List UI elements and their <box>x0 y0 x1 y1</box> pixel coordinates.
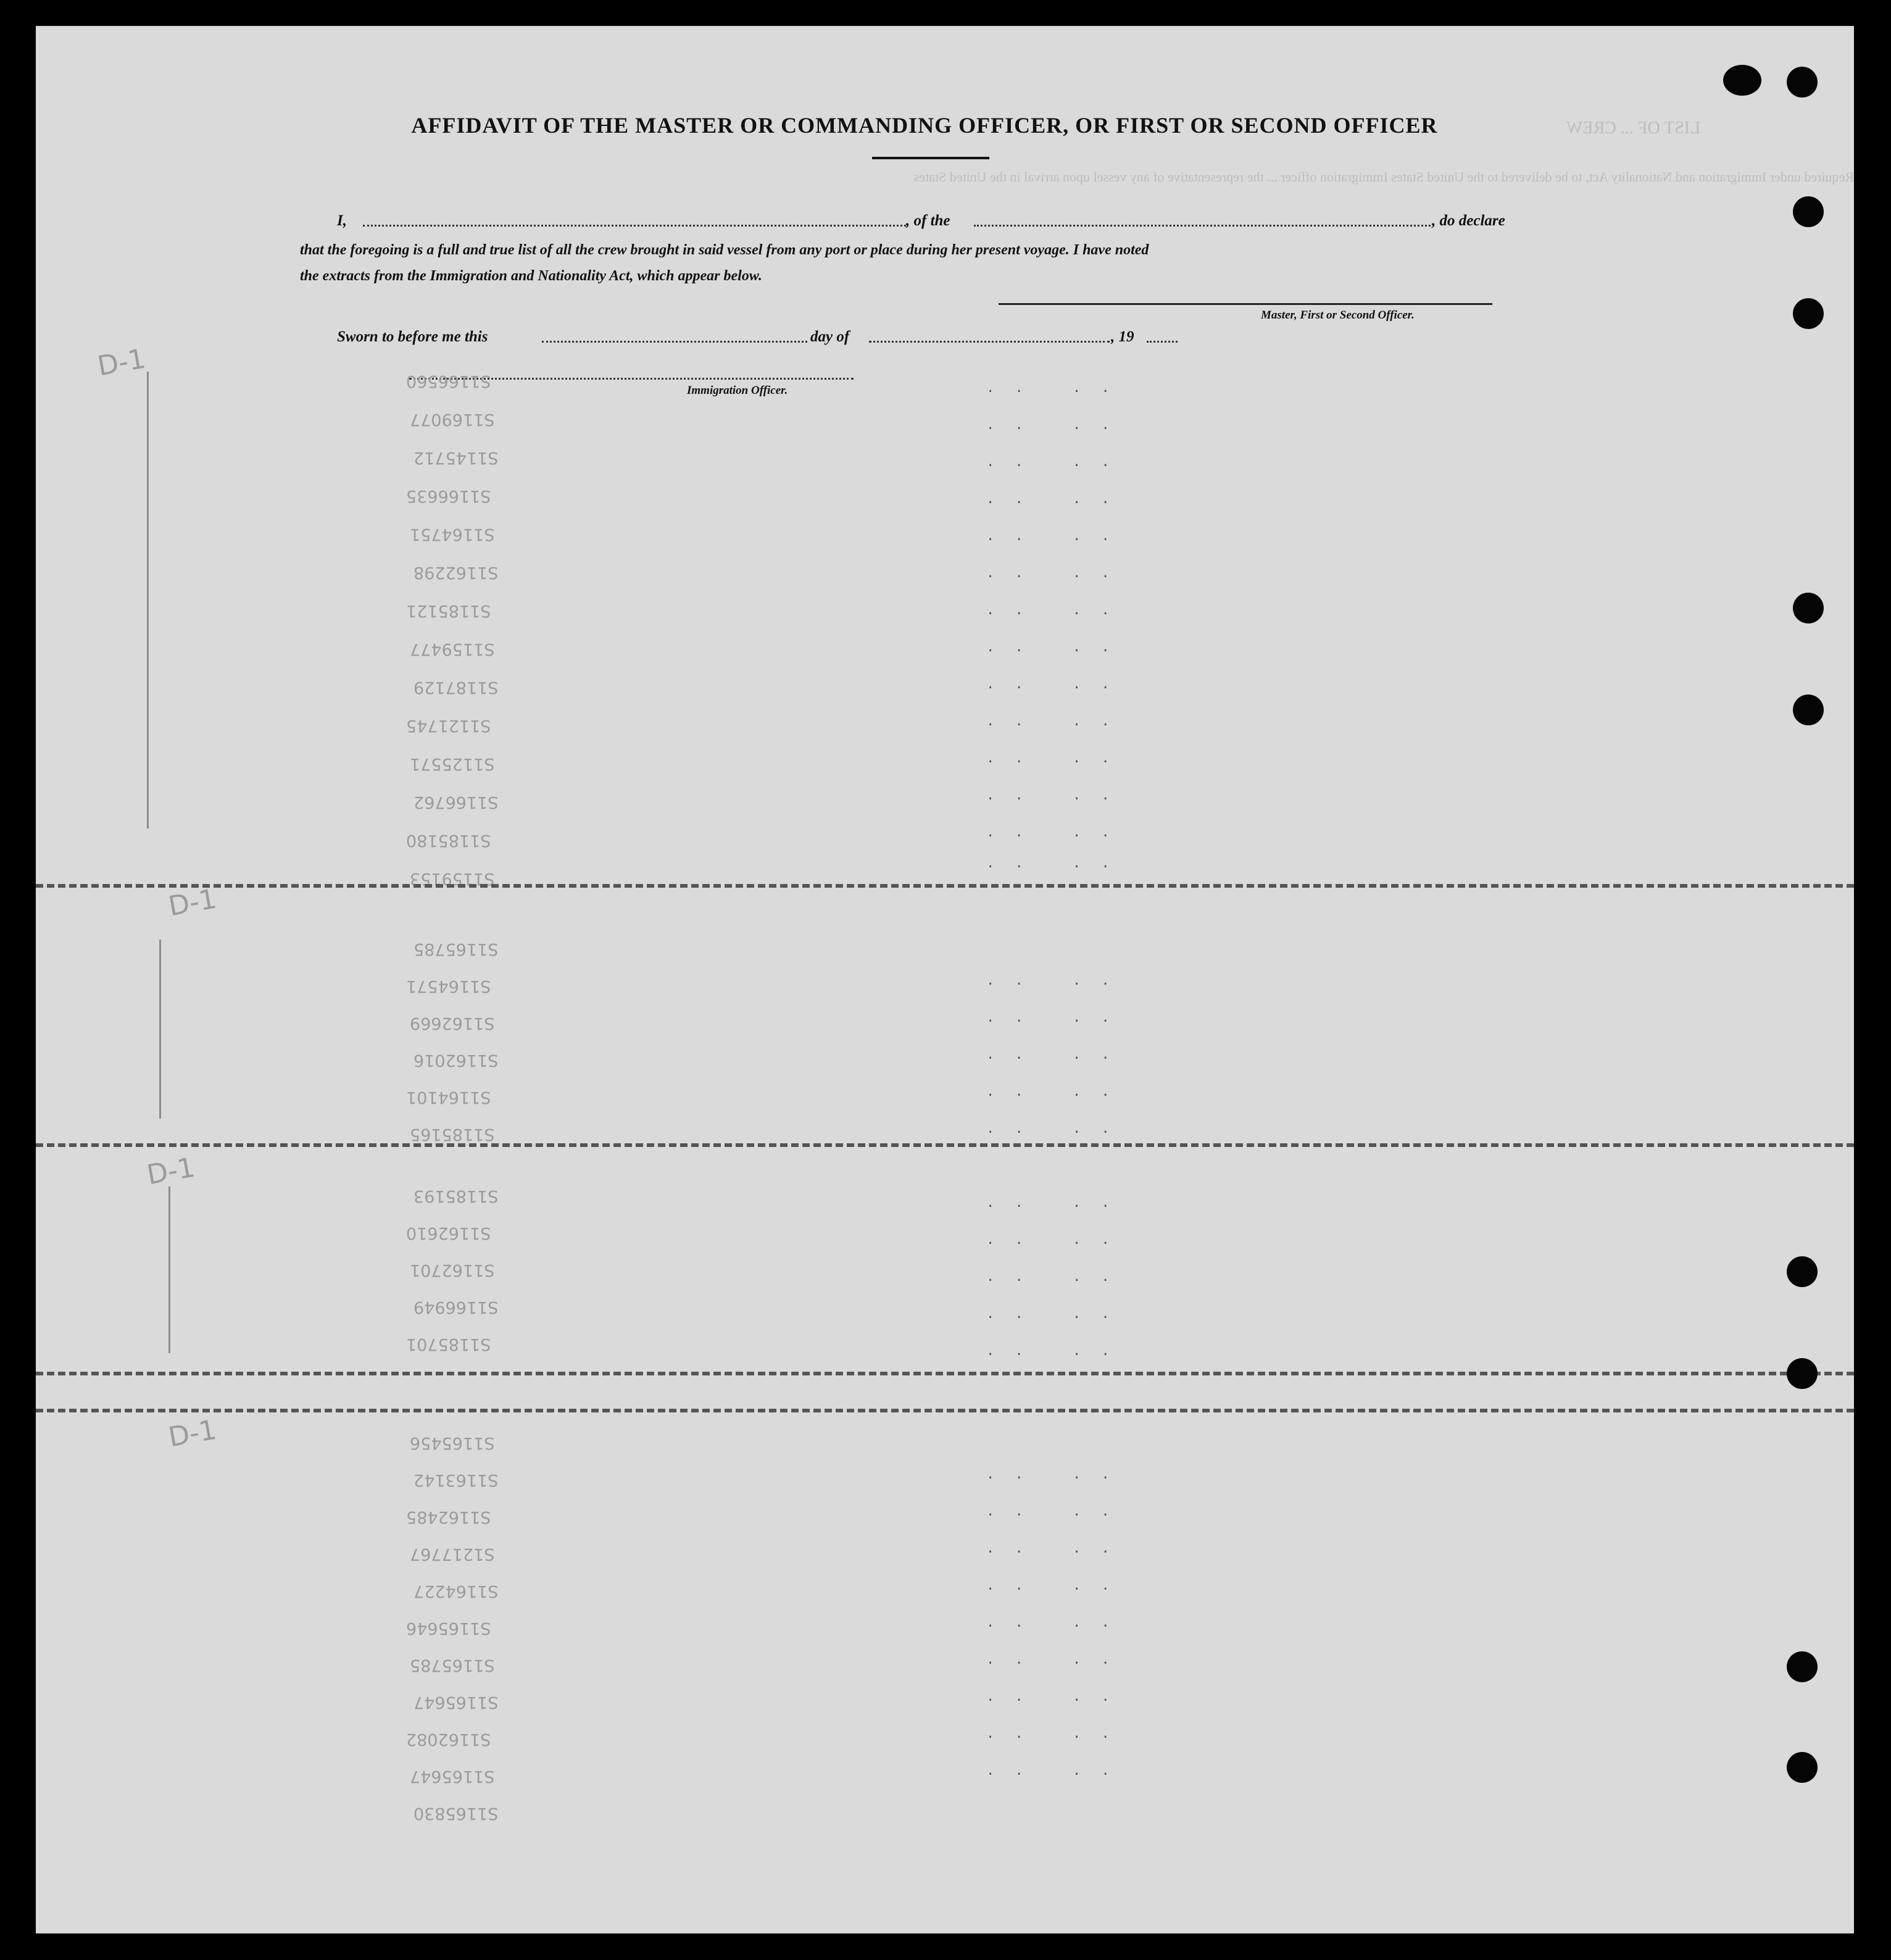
dot-mark: · · <box>986 754 1029 770</box>
handwritten-crew-number: S1162610 <box>406 1224 491 1243</box>
dot-mark: · · <box>986 977 1029 992</box>
dot-mark: · · <box>986 1273 1029 1288</box>
handwritten-crew-number: S1185165 <box>410 1125 495 1144</box>
dot-mark: · · <box>1073 1619 1116 1634</box>
dot-mark: · · <box>986 1730 1029 1745</box>
binder-hole <box>1793 593 1824 623</box>
dot-mark: · · <box>986 606 1029 622</box>
dot-mark: · · <box>1073 643 1116 659</box>
binder-hole <box>1787 1358 1818 1389</box>
handwritten-crew-number: S1166762 <box>414 793 499 812</box>
dot-mark: · · <box>1073 1730 1116 1745</box>
of-the-label: , of the <box>906 212 950 229</box>
handwritten-crew-number: S1164227 <box>414 1582 499 1601</box>
dot-mark: · · <box>986 643 1029 659</box>
handwritten-crew-number: S1162701 <box>410 1261 495 1280</box>
dot-mark: · · <box>1073 606 1116 622</box>
handwritten-crew-number: S1185193 <box>414 1186 499 1206</box>
handwritten-crew-number: S1185701 <box>406 1335 491 1354</box>
handwritten-crew-number: S1166949 <box>414 1298 499 1317</box>
handwritten-crew-number: S1169077 <box>410 410 495 429</box>
dot-mark: · · <box>986 1508 1029 1523</box>
binder-hole <box>1793 196 1824 227</box>
do-declare-label: , do declare <box>1432 212 1505 229</box>
handwritten-crew-number: S1165830 <box>414 1804 499 1823</box>
dot-mark: · · <box>986 680 1029 696</box>
dot-mark: · · <box>986 1014 1029 1029</box>
handwritten-crew-number: S1159153 <box>410 869 495 888</box>
dot-mark: · · <box>1073 1693 1116 1708</box>
handwritten-crew-number: S1163142 <box>414 1470 499 1490</box>
dot-mark: · · <box>1073 754 1116 770</box>
row-group-separator <box>36 1409 1854 1412</box>
dot-mark: · · <box>986 1470 1029 1486</box>
dot-mark: · · <box>986 1236 1029 1251</box>
dot-mark: · · <box>986 1125 1029 1140</box>
dot-mark: · · <box>1073 977 1116 992</box>
dot-mark: · · <box>986 1767 1029 1782</box>
handwritten-crew-number: S1162485 <box>406 1508 491 1527</box>
dot-mark: · · <box>986 1582 1029 1597</box>
dot-mark: · · <box>986 421 1029 436</box>
dot-mark: · · <box>986 1088 1029 1103</box>
handwritten-crew-number: S1162016 <box>414 1051 499 1070</box>
handwritten-crew-number: S1165647 <box>410 1767 495 1786</box>
binder-hole <box>1787 1651 1818 1682</box>
handwritten-crew-number: S1164101 <box>406 1088 491 1107</box>
margin-bracket <box>147 372 149 828</box>
row-group-separator <box>36 1143 1854 1147</box>
handwritten-crew-number: S1217767 <box>410 1545 495 1564</box>
margin-bracket <box>159 940 161 1119</box>
handwritten-crew-number: S1145712 <box>414 448 499 467</box>
handwritten-crew-number: S1165456 <box>410 1433 495 1453</box>
binder-hole <box>1787 1752 1818 1783</box>
handwritten-crew-number: S1165646 <box>406 1619 491 1638</box>
dot-mark: · · <box>1073 1470 1116 1486</box>
sworn-month-field[interactable] <box>869 341 1110 343</box>
dot-mark: · · <box>1073 421 1116 436</box>
dot-mark: · · <box>1073 1125 1116 1140</box>
year-prefix: , 19 <box>1111 328 1134 345</box>
handwritten-crew-number: S1159477 <box>410 640 495 659</box>
dot-mark: · · <box>986 384 1029 399</box>
declarant-prefix: I, <box>337 212 347 229</box>
dot-mark: · · <box>1073 1582 1116 1597</box>
row-group-separator <box>36 1372 1854 1375</box>
dot-mark: · · <box>1073 1508 1116 1523</box>
binder-hole <box>1723 65 1761 96</box>
handwritten-crew-number: S1166560 <box>406 372 491 391</box>
dot-mark: · · <box>1073 791 1116 807</box>
handwritten-crew-number: S1125571 <box>410 754 495 774</box>
dot-mark: · · <box>1073 828 1116 844</box>
document-page <box>36 26 1854 1933</box>
handwritten-crew-number: S1121745 <box>406 716 491 735</box>
dot-mark: · · <box>1073 1088 1116 1103</box>
handwritten-crew-number: S1164751 <box>410 525 495 544</box>
dot-mark: · · <box>1073 532 1116 548</box>
day-of-label: day of <box>810 328 850 345</box>
dot-mark: · · <box>1073 569 1116 585</box>
binder-hole <box>1787 67 1818 98</box>
handwritten-crew-number: S1165647 <box>414 1693 499 1712</box>
handwritten-crew-number: S1187129 <box>414 678 499 697</box>
handwritten-crew-number: S1185180 <box>406 831 491 850</box>
handwritten-crew-number: S1164571 <box>406 977 491 996</box>
margin-mark: D-1 <box>166 1414 219 1454</box>
handwritten-crew-number: S1165785 <box>410 1656 495 1675</box>
dot-mark: · · <box>986 1693 1029 1708</box>
dot-mark: · · <box>986 532 1029 548</box>
margin-mark: D-1 <box>95 343 148 383</box>
dot-mark: · · <box>986 791 1029 807</box>
affidavit-title: AFFIDAVIT OF THE MASTER OR COMMANDING OFFICER, OR FIRST OR SECOND OFFICER <box>411 113 1438 138</box>
dot-mark: · · <box>1073 1545 1116 1560</box>
dot-mark: · · <box>986 1347 1029 1362</box>
binder-hole <box>1793 694 1824 725</box>
dot-mark: · · <box>986 1545 1029 1560</box>
dot-mark: · · <box>1073 1199 1116 1214</box>
dot-mark: · · <box>986 1199 1029 1214</box>
dot-mark: · · <box>986 1656 1029 1671</box>
handwritten-crew-number: S1165785 <box>414 940 499 959</box>
immigration-officer-caption: Immigration Officer. <box>687 384 788 397</box>
dot-mark: · · <box>1073 1273 1116 1288</box>
sworn-date-field[interactable] <box>542 341 807 343</box>
dot-mark: · · <box>1073 495 1116 511</box>
margin-bracket <box>168 1186 170 1353</box>
sworn-year-field[interactable] <box>1147 341 1178 343</box>
handwritten-crew-number: S1185121 <box>406 601 491 620</box>
bleed-required-note: Required under Immigration and Nationality Act, to be delivered to the United States Immigration officer ... the representative of any vessel upon arrival in the United States <box>913 169 1854 185</box>
margin-mark: D-1 <box>144 1151 197 1191</box>
dot-mark: · · <box>986 859 1029 875</box>
dot-mark: · · <box>1073 1236 1116 1251</box>
dot-mark: · · <box>986 1051 1029 1066</box>
dot-mark: · · <box>1073 1656 1116 1671</box>
dot-mark: · · <box>986 828 1029 844</box>
title-underline <box>872 157 989 159</box>
declaration-text-line1: that the foregoing is a full and true list of all the crew brought in said vessel from any port or place during her present voyage. I have noted <box>300 242 1149 258</box>
handwritten-crew-number: S1162669 <box>410 1014 495 1033</box>
vessel-name-field[interactable] <box>974 225 1431 227</box>
declarant-name-field[interactable] <box>363 225 906 227</box>
dot-mark: · · <box>986 1619 1029 1634</box>
dot-mark: · · <box>1073 1347 1116 1362</box>
binder-hole <box>1787 1256 1818 1287</box>
dot-mark: · · <box>986 458 1029 473</box>
dot-mark: · · <box>1073 1051 1116 1066</box>
margin-mark: D-1 <box>166 883 219 923</box>
master-signature-line[interactable] <box>999 303 1492 305</box>
master-signature-caption: Master, First or Second Officer. <box>1261 309 1415 322</box>
dot-mark: · · <box>986 569 1029 585</box>
bleed-list-header: LIST OF ... CREW <box>1566 119 1701 138</box>
dot-mark: · · <box>986 717 1029 733</box>
dot-mark: · · <box>1073 1310 1116 1325</box>
dot-mark: · · <box>1073 717 1116 733</box>
dot-mark: · · <box>1073 384 1116 399</box>
dot-mark: · · <box>986 1310 1029 1325</box>
handwritten-crew-number: S1162082 <box>406 1730 491 1749</box>
dot-mark: · · <box>1073 1767 1116 1782</box>
handwritten-crew-number: S1162298 <box>414 563 499 582</box>
dot-mark: · · <box>1073 859 1116 875</box>
row-group-separator <box>36 884 1854 888</box>
dot-mark: · · <box>1073 1014 1116 1029</box>
declaration-text-line2: the extracts from the Immigration and Nationality Act, which appear below. <box>300 268 762 284</box>
binder-hole <box>1793 298 1824 329</box>
dot-mark: · · <box>1073 458 1116 473</box>
sworn-label: Sworn to before me this <box>337 328 488 345</box>
dot-mark: · · <box>1073 680 1116 696</box>
handwritten-crew-number: S1166635 <box>406 486 491 506</box>
dot-mark: · · <box>986 495 1029 511</box>
